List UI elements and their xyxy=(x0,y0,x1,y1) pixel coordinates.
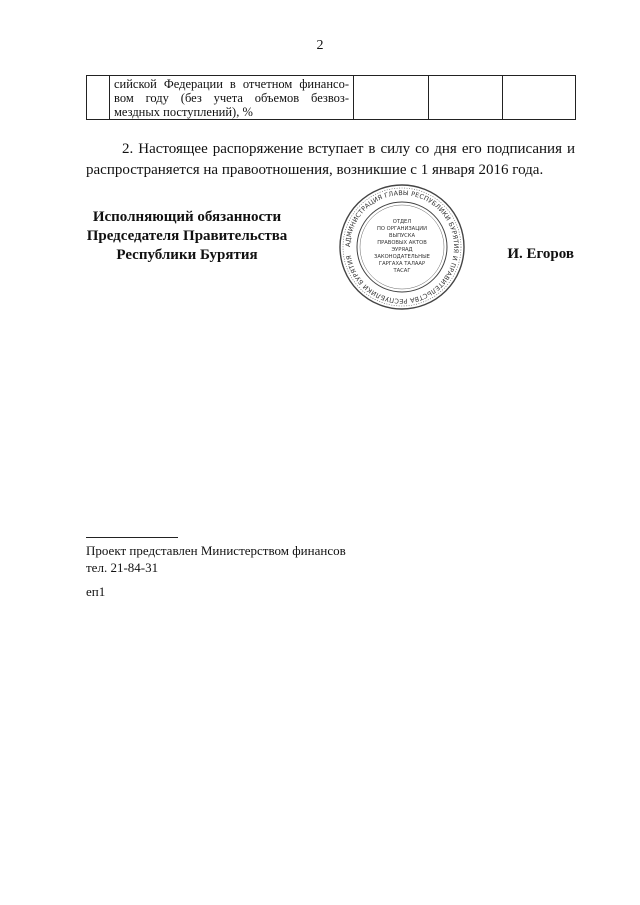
indicator-line: вом году (без учета объемов безвоз- xyxy=(114,91,349,105)
seal-center-line: ТАСАГ xyxy=(393,268,411,274)
signatory-title xyxy=(80,208,294,265)
signatory-title-line: Председателя Правительства xyxy=(86,228,288,244)
official-seal-stamp xyxy=(337,182,467,312)
seal-center-line: ПО ОРГАНИЗАЦИИ xyxy=(376,226,428,232)
table-cell-value xyxy=(429,76,503,120)
table-cell-number xyxy=(87,76,110,120)
seal-center-line: ВЫПУСКА xyxy=(388,233,416,239)
seal-center-line: ЗАКОНОДАТЕЛЬНЫЕ xyxy=(374,254,430,260)
seal-center-line: ОТДЕЛ xyxy=(392,219,412,225)
table-cell-value xyxy=(354,76,429,120)
seal-center-line: ГАРГАХА ТАЛААР xyxy=(378,261,426,267)
footnote-line: Проект представлен Министерством финансов xyxy=(86,543,346,558)
footnote-line: тел. 21-84-31 xyxy=(86,560,159,575)
document-code: еп1 xyxy=(86,584,106,599)
footnote-divider xyxy=(86,537,178,538)
seal-center-line: ПРАВОВЫХ АКТОВ xyxy=(377,240,427,246)
continued-table xyxy=(86,75,576,120)
table-row xyxy=(87,76,576,120)
seal-ring-text: АДМИНИСТРАЦИЯ ГЛАВЫ РЕСПУБЛИКИ БУРЯТИЯ И ПРАВИТЕЛЬСТВА РЕСПУБЛИКИ БУРЯТИЯ xyxy=(343,188,461,306)
table-cell-indicator xyxy=(110,76,354,120)
signatory-title-line: Республики Бурятия xyxy=(116,247,258,263)
indicator-line: мездных поступлений), % xyxy=(114,105,253,119)
indicator-line: сийской Федерации в отчетном финансо- xyxy=(114,77,349,91)
table-cell-value xyxy=(503,76,576,120)
signatory-name: И. Егоров xyxy=(507,246,574,262)
footnote xyxy=(86,542,346,576)
signatory-title-line: Исполняющий обязанности xyxy=(92,209,282,225)
page-number: 2 xyxy=(316,38,324,53)
effective-date-paragraph: 2. Настоящее распоряжение вступает в силу со дня его подписания и распространяется на правоотношения, возникшие с 1 января 2016 года. xyxy=(86,141,575,178)
seal-center-line: ЭУРЯАД xyxy=(391,247,413,253)
